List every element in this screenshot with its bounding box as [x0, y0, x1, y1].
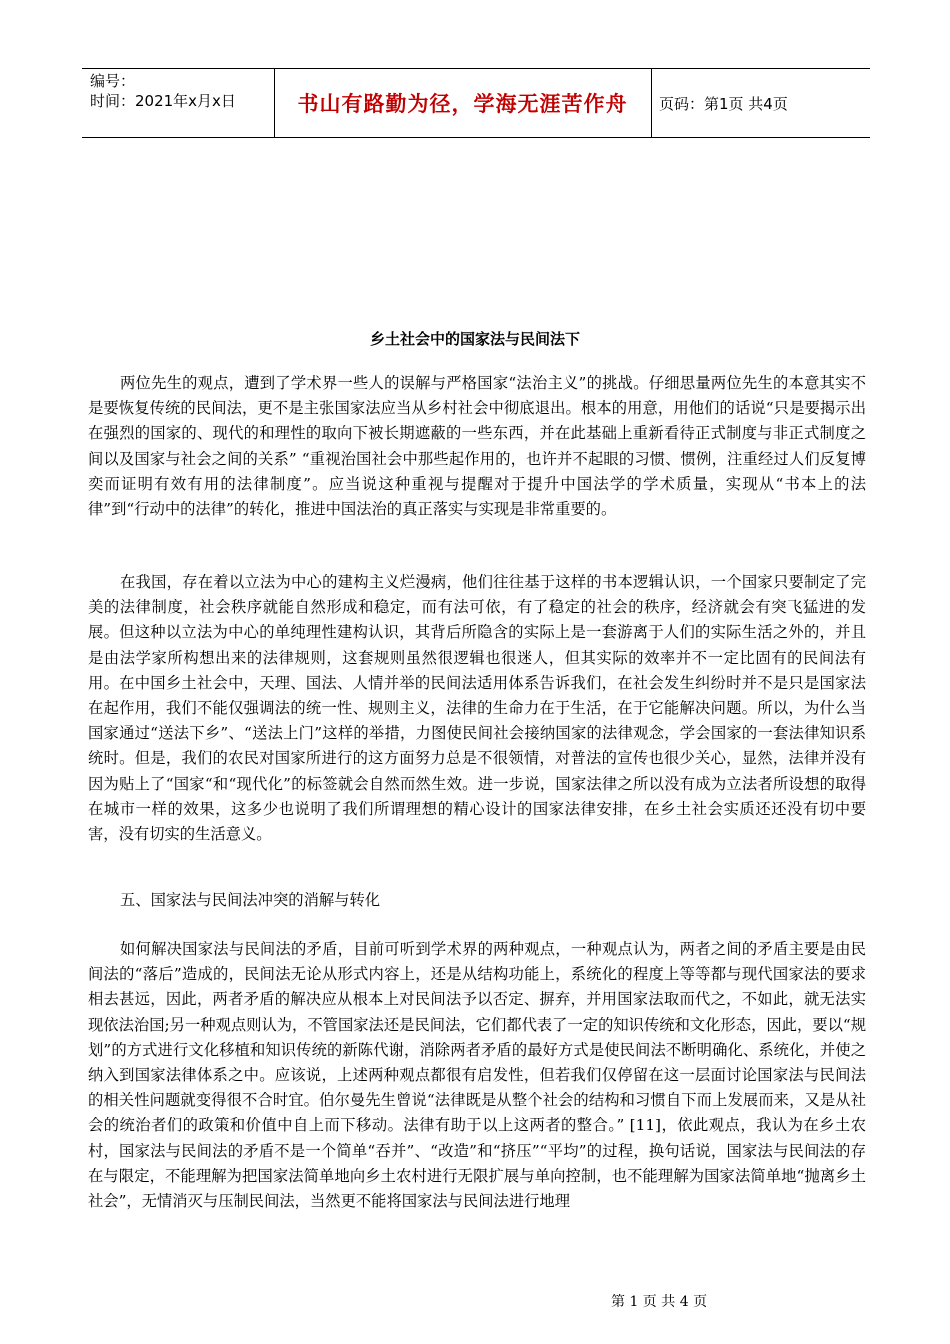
header-meta	[90, 71, 236, 111]
document-title: 乡土社会中的国家法与民间法下	[369, 330, 580, 348]
header-page-number: 页码：第1页 共4页	[659, 94, 788, 113]
document-date-label: 时间：2021年x月x日	[90, 92, 236, 110]
header-motto: 书山有路勤为径，学海无涯苦作舟	[297, 92, 628, 116]
body-paragraph: 如何解决国家法与民间法的矛盾，目前可听到学术界的两种观点，一种观点认为，两者之间的矛盾主要是由民间法的“落后”造成的，民间法无论从形式内容上，还是从结构功能上，系统化的程度上等等都与现代国家法的要求相去甚远，因此，两者矛盾的解决应从根本上对民间法予以否定、摒弃，并用国家法取而代之，不如此，就无法实现依法治国;另一种观点则认为，不管国家法还是民间法，它们都代表了一定的知识传统和文化形态，因此，要以“规划”的方式进行文化移植和知识传统的新陈代谢，消除两者矛盾的最好方式是使民间法不断明确化、系统化，并使之纳入到国家法律体系之中。应该说，上述两种观点都很有启发性，但若我们仅停留在这一层面讨论国家法与民间法的相关性问题就变得很不合时宜。伯尔曼先生曾说“法律既是从整个社会的结构和习惯自下而上发展而来，又是从社会的统治者们的政策和价值中自上而下移动。法律有助于以上这两者的整合。” [11]，依此观点，我认为在乡土农村，国家法与民间法的矛盾不是一个简单“吞并”、“改造”和“挤压”“平均”的过程，换句话说，国家法与民间法的存在与限定，不能理解为把国家法简单地向乡土农村进行无限扩展与单向控制，也不能理解为国家法简单地“抛离乡土社会”，无情消灭与压制民间法，当然更不能将国家法与民间法进行地理	[88, 940, 866, 1211]
body-paragraph: 两位先生的观点，遭到了学术界一些人的误解与严格国家“法治主义”的挑战。仔细思量两位先生的本意其实不是要恢复传统的民间法，更不是主张国家法应当从乡村社会中彻底退出。根本的用意，用他们的话说“只是要揭示出在强烈的国家的、现代的和理性的取向下被长期遮蔽的一些东西，并在此基础上重新看待正式制度与非正式制度之间以及国家与社会之间的关系” “重视治国社会中那些起作用的，也许并不起眼的习惯、惯例，注重经过人们反复博奕而证明有效有用的法律制度”。应当说这种重视与提醒对于提升中国法学的学术质量，实现从“书本上的法律”到“行动中的法律”的转化，推进中国法治的真正落实与实现是非常重要的。	[88, 374, 866, 519]
document-number-label: 编号：	[90, 72, 136, 90]
page-footer: 第 1 页 共 4 页	[611, 1294, 708, 1310]
header-divider	[651, 69, 652, 137]
body-paragraph: 在我国，存在着以立法为中心的建构主义烂漫病，他们往往基于这样的书本逻辑认识，一个国家只要制定了完美的法律制度，社会秩序就能自然形成和稳定，而有法可依，有了稳定的社会的秩序，经济就会有突飞猛进的发展。但这种以立法为中心的单纯理性建构认识，其背后所隐含的实际上是一套游离于人们的实际生活之外的，并且是由法学家所构想出来的法律规则，这套规则虽然很逻辑也很迷人，但其实际的效率并不一定比固有的民间法有用。在中国乡土社会中，天理、国法、人情并举的民间法适用体系告诉我们，在社会发生纠纷时并不是只是国家法在起作用，我们不能仅强调法的统一性、规则主义，法律的生命力在于生活，在于它能解决问题。所以，为什么当国家通过“送法下乡”、“送法上门”这样的举措，力图使民间社会接纳国家的法律观念，学会国家的一套法律知识系统时。但是，我们的农民对国家所进行的这方面努力总是不很领情，对普法的宣传也很少关心，显然，法律并没有因为贴上了“国家“和“现代化”的标签就会自然而然生效。进一步说，国家法律之所以没有成为立法者所设想的取得在城市一样的效果，这多少也说明了我们所谓理想的精心设计的国家法律安排，在乡土社会实质还还没有切中要害，没有切实的生活意义。	[88, 573, 866, 844]
section-heading: 五、国家法与民间法冲突的消解与转化	[120, 891, 381, 909]
page-header	[82, 68, 870, 138]
